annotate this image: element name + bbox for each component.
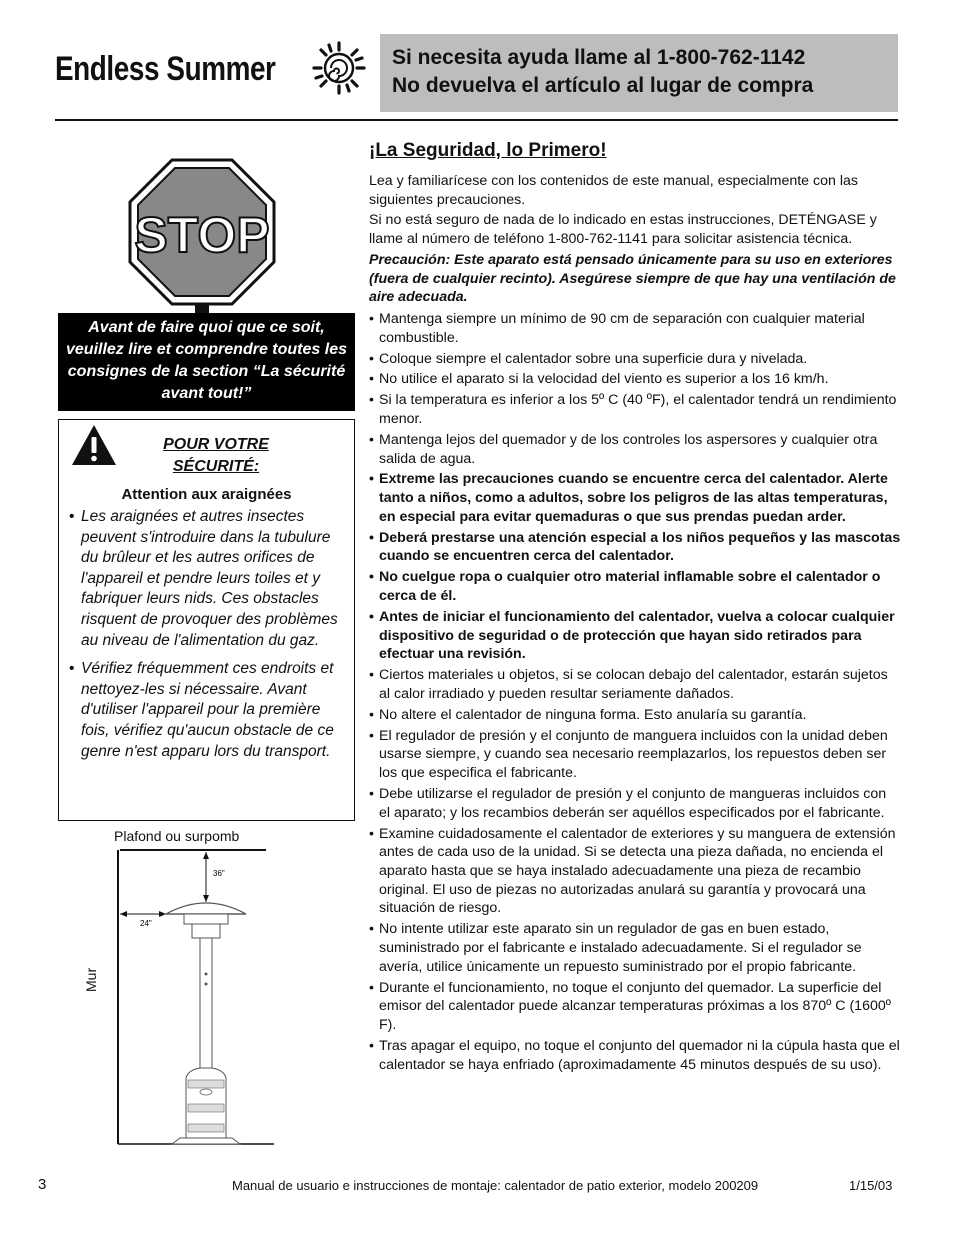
footer-manual-title: Manual de usuario e instrucciones de montaje: calentador de patio exterior, modelo 200209 [232,1178,759,1193]
sun-icon [311,40,367,96]
help-return-line: No devuelva el artículo al lugar de compra [392,74,814,97]
header-divider [55,119,898,121]
caution-paragraph: Precaución: Este aparato está pensado únicamente para su uso en exteriores (fuera de cualquier recinto). Asegúrese siempre de que hay una ventilación de aire adecuada. [369,251,896,306]
precaution-item: • Si la temperatura es inferior a los 5º C (40 ºF), el calentador tendrá un rendimiento menor. [369,391,901,428]
safety-instructions [369,140,901,1077]
precaution-item: • Coloque siempre el calentador sobre una superficie dura y nivelada. [369,350,901,369]
logo-text: Endless Summer [55,50,276,88]
safety-title: POUR VOTRE SÉCURITÉ: [163,436,269,475]
help-banner [380,34,898,112]
precaution-item: • Mantenga siempre un mínimo de 90 cm de separación con cualquier material combustible. [369,310,901,347]
clearance-diagram [80,826,280,1156]
precaution-item: • Tras apagar el equipo, no toque el conjunto del quemador ni la cúpula hasta que el calentador se haya enfriado (aproximadamente 45 minutos después de su uso). [369,1037,901,1074]
safety-subtitle: Attention aux araignées [121,486,292,503]
stop-sign-icon [128,158,276,314]
safety-bullet: • Les araignées et autres insectes peuvent s'introduire dans la tubulure du brûleur et les autres orifices de l'appareil et pendre leurs toiles et y fabriquer leurs nids. Ces obstacles risquent de provoquer des problèmes au niveau de l'alimentation du gaz. [69,507,344,651]
precaution-item: • El regulador de presión y el conjunto de manguera incluidos con la unidad deben usarse siempre, y cuando sea necesario reemplazarlos, los repuestos deben ser los que especifica el fabricante. [369,727,901,783]
warning-icon [71,424,117,466]
horizontal-dimension: 24" [140,919,152,928]
precaution-item: • No intente utilizar este aparato sin un regulador de gas en buen estado, suministrado por el fabricante e instalado adecuadamente. Si el regulador se avería, utilice únicamente un repuesto suministrado por el propio fabricante. [369,920,901,976]
precaution-item: • Mantenga lejos del quemador y de los controles los aspersores y cualquier otra salida de agua. [369,431,901,468]
help-phone-line: Si necesita ayuda llame al 1-800-762-1142 [392,46,806,69]
safety-callout [58,419,355,821]
precaution-item: • Durante el funcionamiento, no toque el conjunto del quemador. La superficie del emisor del calentador puede alcanzar temperaturas próximas a los 870º C (1600º F). [369,979,901,1035]
brand-logo [55,38,375,108]
precaution-item-bold: • No cuelgue ropa o cualquier otro material inflamable sobre el calentador o cerca de él. [369,568,901,605]
precaution-list [369,310,901,1074]
precaution-item: • No altere el calentador de ninguna forma. Esto anularía su garantía. [369,706,901,725]
precaution-item: • No utilice el aparato si la velocidad del viento es superior a los 16 km/h. [369,370,901,389]
stop-sign-text: STOP [134,207,270,263]
section-heading: ¡La Seguridad, lo Primero! [369,140,607,161]
intro-paragraph: Lea y familiarícese con los contenidos de este manual, especialmente con las siguientes precauciones. [369,173,858,208]
precaution-item: • Ciertos materiales u objetos, si se colocan debajo del calentador, estarán sujetos al calor irradiado y pueden resultar seriamente dañados. [369,666,901,703]
vertical-dimension: 36" [213,869,225,878]
footer-date: 1/15/03 [849,1178,893,1193]
safety-bullet: • Vérifiez fréquemment ces endroits et nettoyez-les si nécessaire. Avant d'utiliser l'appareil pour la première fois, vérifiez qu'aucun obstacle de ce genre n'est apparu lors du transport. [69,659,344,762]
read-first-notice: Avant de faire quoi que ce soit, veuillez lire et comprendre toutes les consignes de la section “La sécurité avant tout!” [58,313,355,411]
precaution-item: • Debe utilizarse el regulador de presión y el conjunto de mangueras incluidos con el aparato; y los recambios deberán ser aquéllos especificados por el fabricante. [369,785,901,822]
safety-bullet-list [69,507,344,762]
precaution-item-bold: • Extreme las precauciones cuando se encuentre cerca del calentador. Alerte tanto a niños, como a adultos, sobre los peligros de las altas temperaturas, en especial para evitar quemaduras o que sus prendas puedan arder. [369,470,901,526]
precaution-item-bold: • Deberá prestarse una atención especial a los niños pequeños y las mascotas cuando se encuentren cerca del calentador. [369,529,901,566]
precaution-item: • Examine cuidadosamente el calentador de exteriores y su manguera de extensión antes de cada uso de la unidad. Si se detecta una pieza dañada, no encienda el aparato hasta que se haya instalado adecuadamente una pieza de recambio original. El uso de piezas no autorizadas anulará su garantía y provocará una situación de riesgo. [369,825,901,919]
ceiling-label: Plafond ou surpomb [114,828,240,844]
wall-label: Mur [83,967,99,992]
precaution-item-bold: • Antes de iniciar el funcionamiento del calentador, vuelva a colocar cualquier dispositivo de seguridad o de protección que hayan sido retirados para efectuar una revisión. [369,608,901,664]
stop-call-paragraph: Si no está seguro de nada de lo indicado en estas instrucciones, DETÉNGASE y llame al número de teléfono 1-800-762-1141 para solicitar asistencia técnica. [369,212,877,248]
patio-heater-drawing [80,826,280,1156]
page-number: 3 [38,1176,47,1193]
